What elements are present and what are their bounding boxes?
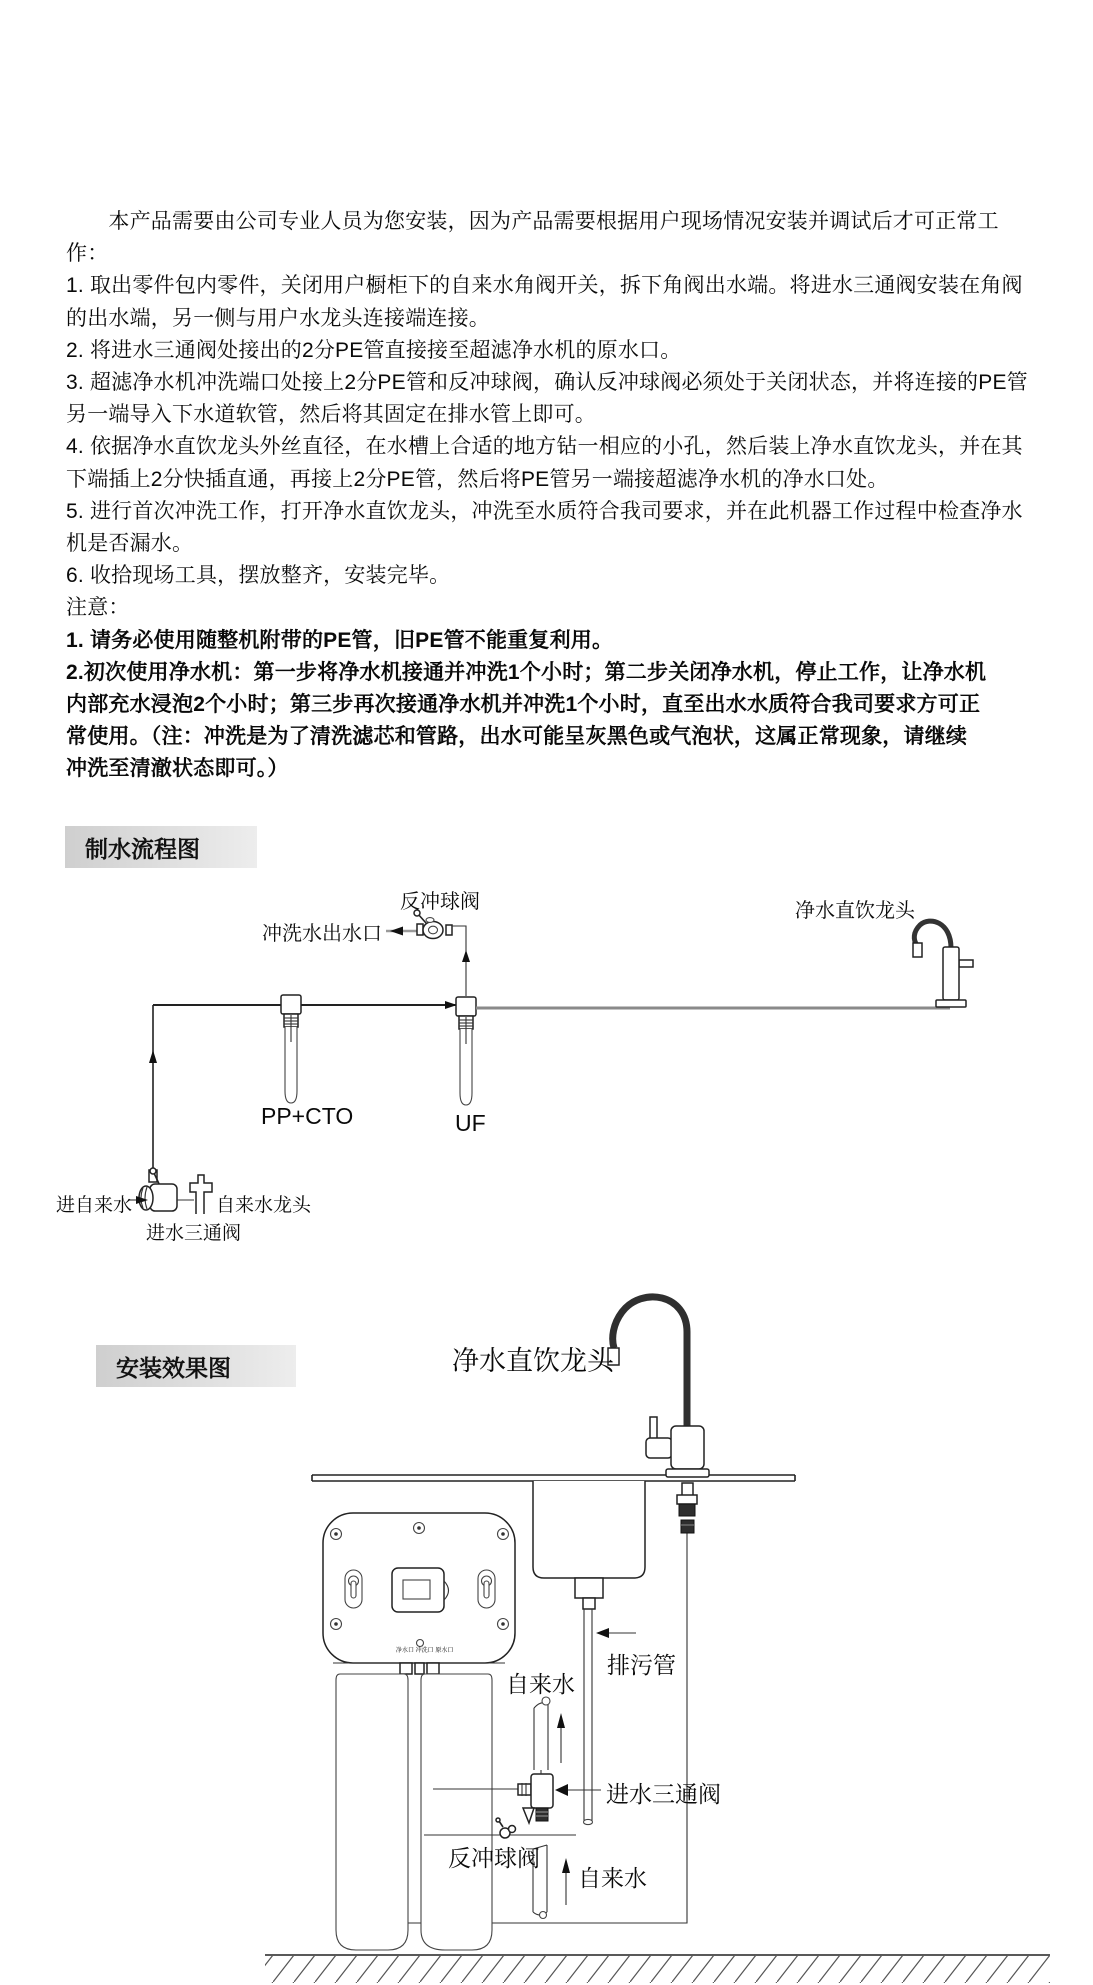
instruction-lines (66, 206, 1028, 786)
instruction-line: 机是否漏水。 (66, 532, 194, 556)
label-install-tee-valve: 进水三通阀 (606, 1781, 721, 1807)
instruction-line: 下端插上2分快插直通，再接上2分PE管，然后将PE管另一端接超滤净水机的净水口处。 (66, 467, 889, 491)
instruction-line: 2.初次使用净水机：第一步将净水机接通并冲洗1个小时；第二步关闭净水机，停止工作，让净水机 (66, 660, 987, 684)
label-inlet-water: 进自来水 (56, 1195, 133, 1216)
kitchen-tap-icon (190, 1175, 212, 1214)
label-filter-uf: UF (455, 1110, 486, 1136)
filter-bottles (336, 1674, 492, 1950)
instruction-line: 作： (66, 242, 109, 266)
faucet-connector (677, 1483, 697, 1533)
flush-elbow-line (452, 926, 470, 996)
instruction-line: 注意： (66, 596, 130, 620)
label-machine-ports: 净水口 冲洗口 原水口 (396, 1648, 454, 1654)
label-filter-ppcto: PP+CTO (261, 1103, 354, 1129)
instruction-line: 2. 将进水三通阀处接出的2分PE管直接接至超滤净水机的原水口。 (66, 338, 682, 362)
instruction-line: 的出水端，另一侧与用户水龙头连接端连接。 (66, 306, 490, 330)
flush-outlet-line (386, 927, 419, 936)
section-header-flow (65, 826, 257, 868)
sink (533, 1481, 645, 1609)
label-backflush-valve: 反冲球阀 (400, 891, 480, 913)
floor (265, 1955, 1050, 1983)
install-diagram-art (0, 1280, 1093, 1985)
instruction-line: 冲洗至清澈状态即可。） (66, 757, 289, 781)
label-install-backflush-valve: 反冲球阀 (448, 1845, 540, 1871)
label-inlet-tee-valve: 进水三通阀 (146, 1223, 242, 1244)
instruction-line: 4. 依据净水直饮龙头外丝直径，在水槽上合适的地方钻一相应的小孔，然后装上净水直饮龙头，并在其 (66, 435, 1023, 459)
instruction-line: 1. 请务必使用随整机附带的PE管，旧PE管不能重复利用。 (66, 628, 614, 652)
inlet-drop-line (149, 1005, 157, 1170)
drinking-faucet-icon (913, 921, 973, 1007)
label-kitchen-tap: 自来水龙头 (216, 1195, 312, 1216)
instruction-line: 内部充水浸泡2个小时；第三步再次接通净水机并冲洗1个小时，直至出水水质符合我司要求方可正 (66, 693, 981, 717)
instruction-line: 常使用。（注：冲洗是为了清洗滤芯和管路，出水可能呈灰黑色或气泡状，这属正常现象，请继续 (66, 725, 968, 749)
instruction-line: 6. 收拾现场工具，摆放整齐，安装完毕。 (66, 564, 451, 588)
instruction-line: 1. 取出零件包内零件，关闭用户橱柜下的自来水角阀开关，拆下角阀出水端。将进水三通阀安装在角阀 (66, 274, 1023, 298)
tap-hose-upper (534, 1697, 565, 1774)
section-title-install: 安装效果图 (116, 1354, 231, 1381)
countertop (312, 1475, 795, 1481)
label-tap-water-top: 自来水 (506, 1671, 575, 1697)
instruction-line: 另一端导入下水道软管，然后将其固定在排水管上即可。 (66, 403, 596, 427)
machine-display (392, 1568, 449, 1612)
inlet-tee-valve-icon (139, 1168, 194, 1211)
label-flush-outlet: 冲洗水出水口 (262, 923, 382, 945)
instruction-line: 本产品需要由公司专业人员为您安装，因为产品需要根据用户现场情况安装并调试后才可正常工 (66, 210, 999, 233)
instruction-line: 3. 超滤净水机冲洗端口处接上2分PE管和反冲球阀，确认反冲球阀必须处于关闭状态，并将连接的PE管 (66, 371, 1028, 395)
filter-ppcto (281, 995, 301, 1103)
label-tap-water-bottom: 自来水 (578, 1865, 647, 1891)
main-pipe (153, 1001, 472, 1009)
label-drinking-faucet: 净水直饮龙头 (795, 900, 915, 922)
install-tee-valve (518, 1774, 601, 1823)
instruction-line: 5. 进行首次冲洗工作，打开净水直饮龙头，冲洗至水质符合我司要求，并在此机器工作过程中检查净水 (66, 499, 1023, 523)
filter-uf (456, 997, 476, 1105)
label-install-faucet: 净水直饮龙头 (452, 1346, 614, 1376)
label-drain-pipe: 排污管 (607, 1652, 676, 1678)
drinking-faucet (608, 1297, 709, 1477)
backflush-valve-icon (414, 910, 452, 939)
section-title-flow: 制水流程图 (85, 835, 200, 862)
